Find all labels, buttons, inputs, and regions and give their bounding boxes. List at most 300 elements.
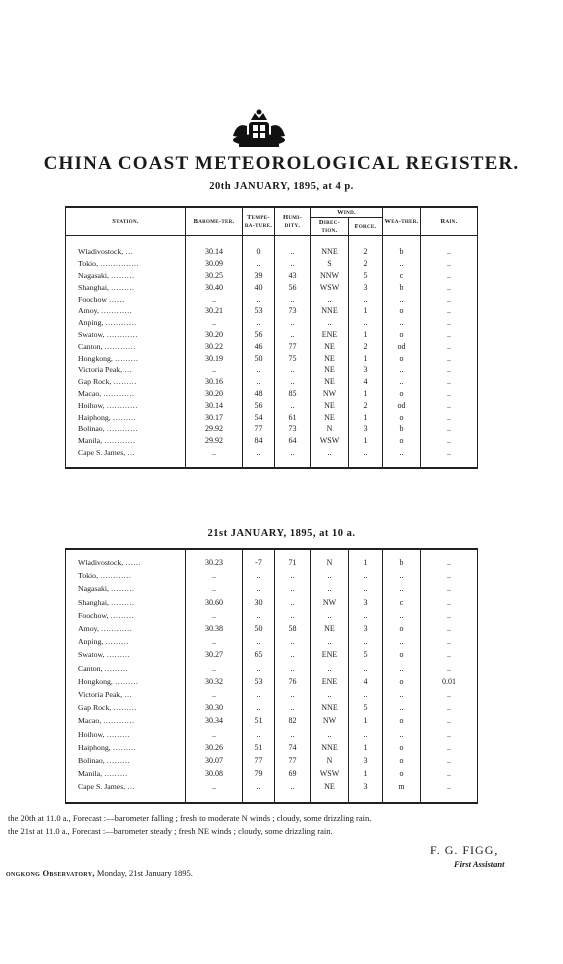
- cell-temp: ..: [243, 294, 275, 306]
- cell-hum: ..: [275, 294, 311, 306]
- cell-dir: WSW: [311, 282, 349, 294]
- cell-temp: -7: [243, 549, 275, 569]
- table-row: [66, 569, 478, 582]
- cell-rain: ..: [421, 435, 478, 447]
- cell-rain: ..: [421, 714, 478, 727]
- cell-station: Wladivostock, …: [78, 247, 134, 257]
- cell-rain: ..: [421, 688, 478, 701]
- cell-station: Macao, …………: [78, 388, 135, 398]
- cell-force: ..: [349, 662, 383, 675]
- cell-hum: ..: [275, 317, 311, 329]
- cell-bar: ..: [186, 780, 243, 802]
- table-row: [66, 780, 478, 802]
- cell-temp: 56: [243, 329, 275, 341]
- cell-hum: ..: [275, 582, 311, 595]
- cell-bar: 30.32: [186, 675, 243, 688]
- header-force: Force.: [349, 218, 383, 236]
- table-row: [66, 423, 478, 435]
- cell-temp: 77: [243, 754, 275, 767]
- cell-temp: ..: [243, 582, 275, 595]
- cell-rain: ..: [421, 701, 478, 714]
- cell-hum: ..: [275, 236, 311, 258]
- cell-dir: NW: [311, 714, 349, 727]
- cell-force: 3: [349, 423, 383, 435]
- cell-rain: ..: [421, 609, 478, 622]
- table-row: [66, 317, 478, 329]
- cell-hum: 76: [275, 675, 311, 688]
- footer-date: Monday, 21st January 1895.: [94, 868, 193, 878]
- cell-weather: m: [383, 780, 421, 802]
- cell-rain: ..: [421, 622, 478, 635]
- cell-force: 1: [349, 549, 383, 569]
- cell-dir: ..: [311, 688, 349, 701]
- cell-force: 1: [349, 741, 383, 754]
- table-row: [66, 258, 478, 270]
- cell-bar: 30.14: [186, 236, 243, 258]
- cell-bar: 30.09: [186, 258, 243, 270]
- cell-force: 4: [349, 376, 383, 388]
- cell-temp: 56: [243, 400, 275, 412]
- cell-rain: ..: [421, 549, 478, 569]
- cell-dir: ..: [311, 728, 349, 741]
- cell-force: ..: [349, 609, 383, 622]
- cell-station: Tokio, …………: [78, 571, 132, 581]
- cell-bar: 29.92: [186, 435, 243, 447]
- cell-temp: 50: [243, 353, 275, 365]
- cell-temp: 51: [243, 714, 275, 727]
- cell-hum: ..: [275, 688, 311, 701]
- cell-weather: ..: [383, 582, 421, 595]
- cell-rain: ..: [421, 741, 478, 754]
- cell-rain: ..: [421, 648, 478, 661]
- cell-station: Foochow, ………: [78, 610, 134, 620]
- cell-dir: N: [311, 754, 349, 767]
- cell-rain: ..: [421, 258, 478, 270]
- cell-bar: 30.22: [186, 341, 243, 353]
- cell-rain: ..: [421, 270, 478, 282]
- cell-bar: 30.60: [186, 596, 243, 609]
- cell-dir: NE: [311, 400, 349, 412]
- cell-hum: ..: [275, 609, 311, 622]
- cell-dir: ENE: [311, 329, 349, 341]
- table-row: [66, 294, 478, 306]
- footer-observatory: ongkong Observatory,: [6, 868, 95, 878]
- cell-weather: o: [383, 305, 421, 317]
- cell-force: ..: [349, 569, 383, 582]
- cell-weather: ..: [383, 364, 421, 376]
- table-row: [66, 675, 478, 688]
- forecast-20th: the 20th at 11.0 a., Forecast :—barometer falling ; fresh to moderate N winds ; cloudy, some drizzling rain.: [8, 813, 372, 823]
- cell-weather: b: [383, 282, 421, 294]
- table-row: [66, 648, 478, 661]
- cell-force: 1: [349, 714, 383, 727]
- table-row: [66, 329, 478, 341]
- cell-hum: 61: [275, 412, 311, 424]
- cell-hum: 58: [275, 622, 311, 635]
- cell-temp: ..: [243, 376, 275, 388]
- header-direction: Direc-tion.: [311, 218, 349, 236]
- cell-station: Foochow ……: [78, 294, 125, 304]
- cell-force: 5: [349, 648, 383, 661]
- cell-bar: ..: [186, 364, 243, 376]
- cell-station: Swatow, ………: [78, 650, 130, 660]
- cell-rain: ..: [421, 582, 478, 595]
- cell-dir: NW: [311, 596, 349, 609]
- cell-force: ..: [349, 294, 383, 306]
- cell-weather: b: [383, 423, 421, 435]
- cell-station: Cape S. James, …: [78, 447, 135, 457]
- cell-dir: ..: [311, 569, 349, 582]
- cell-temp: ..: [243, 688, 275, 701]
- cell-bar: 30.14: [186, 400, 243, 412]
- cell-force: 2: [349, 236, 383, 258]
- cell-hum: 56: [275, 282, 311, 294]
- cell-weather: ..: [383, 376, 421, 388]
- cell-force: 3: [349, 596, 383, 609]
- cell-station: Hongkong, ………: [78, 676, 139, 686]
- cell-temp: 0: [243, 236, 275, 258]
- cell-weather: ..: [383, 728, 421, 741]
- cell-rain: 0.01: [421, 675, 478, 688]
- table-row: [66, 270, 478, 282]
- cell-dir: NNE: [311, 741, 349, 754]
- cell-weather: c: [383, 596, 421, 609]
- cell-temp: ..: [243, 780, 275, 802]
- table-row: [66, 741, 478, 754]
- cell-bar: ..: [186, 688, 243, 701]
- cell-station: Wladivostock, ……: [78, 558, 141, 567]
- cell-station: Nagasaki, ………: [78, 271, 135, 280]
- cell-station: Shanghai, ………: [78, 282, 135, 292]
- cell-dir: NE: [311, 622, 349, 635]
- table-row: [66, 549, 478, 569]
- cell-hum: 69: [275, 767, 311, 780]
- cell-rain: ..: [421, 754, 478, 767]
- table-row: [66, 714, 478, 727]
- cell-force: 1: [349, 767, 383, 780]
- cell-bar: 30.21: [186, 305, 243, 317]
- cell-weather: o: [383, 622, 421, 635]
- table-row: [66, 754, 478, 767]
- cell-force: 5: [349, 701, 383, 714]
- table-row: [66, 236, 478, 258]
- cell-station: Victoria Peak, …: [78, 690, 132, 700]
- cell-force: ..: [349, 582, 383, 595]
- cell-rain: ..: [421, 412, 478, 424]
- cell-bar: ..: [186, 609, 243, 622]
- cell-weather: ..: [383, 258, 421, 270]
- cell-station: Haiphong, ………: [78, 412, 137, 422]
- cell-hum: ..: [275, 329, 311, 341]
- cell-station: Manila, ………: [78, 769, 128, 779]
- cell-hum: ..: [275, 635, 311, 648]
- cell-weather: o: [383, 754, 421, 767]
- header-barometer: Barome-ter.: [186, 207, 243, 236]
- cell-rain: ..: [421, 341, 478, 353]
- cell-temp: 40: [243, 282, 275, 294]
- cell-rain: ..: [421, 596, 478, 609]
- table-row: [66, 767, 478, 780]
- cell-bar: ..: [186, 569, 243, 582]
- cell-rain: ..: [421, 767, 478, 780]
- cell-force: 1: [349, 329, 383, 341]
- cell-rain: ..: [421, 364, 478, 376]
- cell-weather: ..: [383, 447, 421, 468]
- cell-dir: WSW: [311, 767, 349, 780]
- cell-temp: ..: [243, 569, 275, 582]
- cell-hum: ..: [275, 376, 311, 388]
- cell-station: Hongkong, ………: [78, 353, 139, 363]
- cell-dir: NNE: [311, 701, 349, 714]
- table-row: [66, 341, 478, 353]
- cell-bar: ..: [186, 662, 243, 675]
- cell-dir: NNE: [311, 305, 349, 317]
- cell-bar: 30.30: [186, 701, 243, 714]
- cell-bar: 30.25: [186, 270, 243, 282]
- cell-temp: 53: [243, 305, 275, 317]
- cell-dir: NW: [311, 388, 349, 400]
- cell-force: 4: [349, 675, 383, 688]
- cell-temp: ..: [243, 701, 275, 714]
- cell-weather: c: [383, 270, 421, 282]
- cell-bar: 30.38: [186, 622, 243, 635]
- table-body-20th: [66, 236, 478, 468]
- cell-rain: ..: [421, 388, 478, 400]
- cell-bar: 29.92: [186, 423, 243, 435]
- cell-station: Gap Rock, ………: [78, 703, 137, 713]
- cell-hum: ..: [275, 364, 311, 376]
- cell-weather: o: [383, 675, 421, 688]
- cell-weather: b: [383, 549, 421, 569]
- cell-bar: 30.20: [186, 388, 243, 400]
- cell-dir: NE: [311, 341, 349, 353]
- cell-rain: ..: [421, 423, 478, 435]
- cell-force: 1: [349, 305, 383, 317]
- cell-dir: ENE: [311, 675, 349, 688]
- cell-hum: ..: [275, 400, 311, 412]
- cell-temp: ..: [243, 258, 275, 270]
- table-row: [66, 622, 478, 635]
- cell-bar: ..: [186, 635, 243, 648]
- table-row: [66, 662, 478, 675]
- cell-rain: ..: [421, 294, 478, 306]
- cell-bar: 30.07: [186, 754, 243, 767]
- cell-force: 5: [349, 270, 383, 282]
- header-humidity: Humi-dity.: [275, 207, 311, 236]
- cell-hum: ..: [275, 258, 311, 270]
- table-row: [66, 635, 478, 648]
- cell-station: Amoy, …………: [78, 306, 133, 316]
- cell-hum: 74: [275, 741, 311, 754]
- cell-dir: ..: [311, 447, 349, 468]
- cell-dir: ..: [311, 635, 349, 648]
- cell-temp: 84: [243, 435, 275, 447]
- cell-bar: 30.34: [186, 714, 243, 727]
- cell-force: 1: [349, 412, 383, 424]
- cell-hum: 43: [275, 270, 311, 282]
- cell-weather: b: [383, 236, 421, 258]
- table-row: [66, 353, 478, 365]
- royal-crest-icon: [229, 108, 289, 150]
- cell-bar: 30.23: [186, 549, 243, 569]
- cell-rain: ..: [421, 728, 478, 741]
- table-row: [66, 412, 478, 424]
- cell-temp: ..: [243, 317, 275, 329]
- cell-force: 1: [349, 435, 383, 447]
- cell-temp: 51: [243, 741, 275, 754]
- cell-station: Gap Rock, ………: [78, 377, 137, 387]
- cell-temp: 50: [243, 622, 275, 635]
- cell-dir: ..: [311, 662, 349, 675]
- cell-weather: o: [383, 714, 421, 727]
- cell-rain: ..: [421, 305, 478, 317]
- cell-force: 1: [349, 353, 383, 365]
- cell-hum: 75: [275, 353, 311, 365]
- cell-weather: o: [383, 353, 421, 365]
- cell-dir: NE: [311, 376, 349, 388]
- header-station: Station.: [66, 207, 186, 236]
- cell-hum: 73: [275, 423, 311, 435]
- header-wind: Wind.: [311, 207, 383, 218]
- table-row: [66, 282, 478, 294]
- table-row: [66, 688, 478, 701]
- cell-dir: NNE: [311, 236, 349, 258]
- cell-dir: ..: [311, 609, 349, 622]
- cell-station: Hoihow, ………: [78, 729, 130, 739]
- table-row: [66, 609, 478, 622]
- cell-station: Macao, …………: [78, 716, 135, 726]
- register-table-21st: [65, 548, 478, 804]
- cell-weather: o: [383, 741, 421, 754]
- cell-dir: NE: [311, 412, 349, 424]
- header-temperature: Tempe-ra-ture.: [243, 207, 275, 236]
- cell-dir: ..: [311, 317, 349, 329]
- cell-temp: 30: [243, 596, 275, 609]
- signature-role: First Assistant: [454, 859, 505, 869]
- cell-temp: ..: [243, 728, 275, 741]
- cell-rain: ..: [421, 400, 478, 412]
- cell-hum: ..: [275, 648, 311, 661]
- cell-temp: 39: [243, 270, 275, 282]
- cell-rain: ..: [421, 317, 478, 329]
- cell-weather: od: [383, 400, 421, 412]
- cell-force: ..: [349, 317, 383, 329]
- header-rain: Rain.: [421, 207, 478, 236]
- cell-temp: 65: [243, 648, 275, 661]
- forecast-21st: the 21st at 11.0 a., Forecast :—barometer steady ; fresh NE winds ; cloudy, some drizzling rain.: [8, 826, 333, 836]
- cell-force: ..: [349, 728, 383, 741]
- table-row: [66, 376, 478, 388]
- cell-bar: 30.26: [186, 741, 243, 754]
- cell-bar: 30.17: [186, 412, 243, 424]
- cell-force: ..: [349, 447, 383, 468]
- table-row: [66, 435, 478, 447]
- cell-dir: NE: [311, 780, 349, 802]
- cell-station: Hoihow, …………: [78, 400, 138, 410]
- cell-bar: ..: [186, 447, 243, 468]
- cell-weather: ..: [383, 662, 421, 675]
- table-row: [66, 364, 478, 376]
- cell-hum: ..: [275, 780, 311, 802]
- cell-temp: ..: [243, 364, 275, 376]
- cell-bar: ..: [186, 294, 243, 306]
- cell-dir: S: [311, 258, 349, 270]
- cell-force: 2: [349, 400, 383, 412]
- cell-temp: 48: [243, 388, 275, 400]
- cell-dir: N: [311, 549, 349, 569]
- cell-dir: NE: [311, 353, 349, 365]
- cell-dir: WSW: [311, 435, 349, 447]
- cell-rain: ..: [421, 635, 478, 648]
- cell-hum: ..: [275, 596, 311, 609]
- section1-subtitle: 20th JANUARY, 1895, at 4 p.: [209, 181, 354, 192]
- cell-station: Anping, ………: [78, 637, 129, 647]
- cell-hum: ..: [275, 701, 311, 714]
- cell-bar: ..: [186, 582, 243, 595]
- cell-hum: 73: [275, 305, 311, 317]
- cell-force: 3: [349, 622, 383, 635]
- cell-bar: ..: [186, 317, 243, 329]
- cell-force: ..: [349, 688, 383, 701]
- cell-station: Amoy, …………: [78, 624, 133, 634]
- cell-hum: ..: [275, 728, 311, 741]
- cell-weather: ..: [383, 635, 421, 648]
- cell-dir: ..: [311, 582, 349, 595]
- cell-station: Manila, …………: [78, 436, 136, 446]
- cell-weather: ..: [383, 294, 421, 306]
- cell-temp: 77: [243, 423, 275, 435]
- cell-hum: 77: [275, 341, 311, 353]
- cell-force: 1: [349, 388, 383, 400]
- cell-hum: 71: [275, 549, 311, 569]
- footer-line: [6, 868, 193, 878]
- cell-weather: o: [383, 388, 421, 400]
- page-title: CHINA COAST METEOROLOGICAL REGISTER.: [43, 153, 520, 174]
- cell-temp: ..: [243, 447, 275, 468]
- table-row: [66, 728, 478, 741]
- cell-force: ..: [349, 635, 383, 648]
- cell-rain: ..: [421, 662, 478, 675]
- signature-name: F. G. FIGG,: [430, 843, 499, 857]
- cell-temp: ..: [243, 635, 275, 648]
- cell-force: 3: [349, 754, 383, 767]
- cell-dir: ..: [311, 294, 349, 306]
- cell-temp: ..: [243, 609, 275, 622]
- cell-weather: ..: [383, 701, 421, 714]
- cell-hum: 85: [275, 388, 311, 400]
- cell-hum: ..: [275, 662, 311, 675]
- table-row: [66, 596, 478, 609]
- cell-weather: o: [383, 767, 421, 780]
- cell-station: Bolinao, ………: [78, 756, 130, 766]
- cell-weather: o: [383, 648, 421, 661]
- cell-rain: ..: [421, 329, 478, 341]
- cell-station: Canton, ………: [78, 663, 128, 673]
- cell-hum: ..: [275, 569, 311, 582]
- cell-force: 3: [349, 282, 383, 294]
- cell-bar: 30.19: [186, 353, 243, 365]
- cell-force: 3: [349, 780, 383, 802]
- cell-rain: ..: [421, 569, 478, 582]
- table-body-21st: [66, 549, 478, 803]
- table-row: [66, 701, 478, 714]
- cell-station: Bolinao, …………: [78, 424, 138, 434]
- cell-weather: o: [383, 412, 421, 424]
- cell-station: Shanghai, ………: [78, 597, 135, 607]
- cell-force: 3: [349, 364, 383, 376]
- cell-dir: NNW: [311, 270, 349, 282]
- cell-temp: 54: [243, 412, 275, 424]
